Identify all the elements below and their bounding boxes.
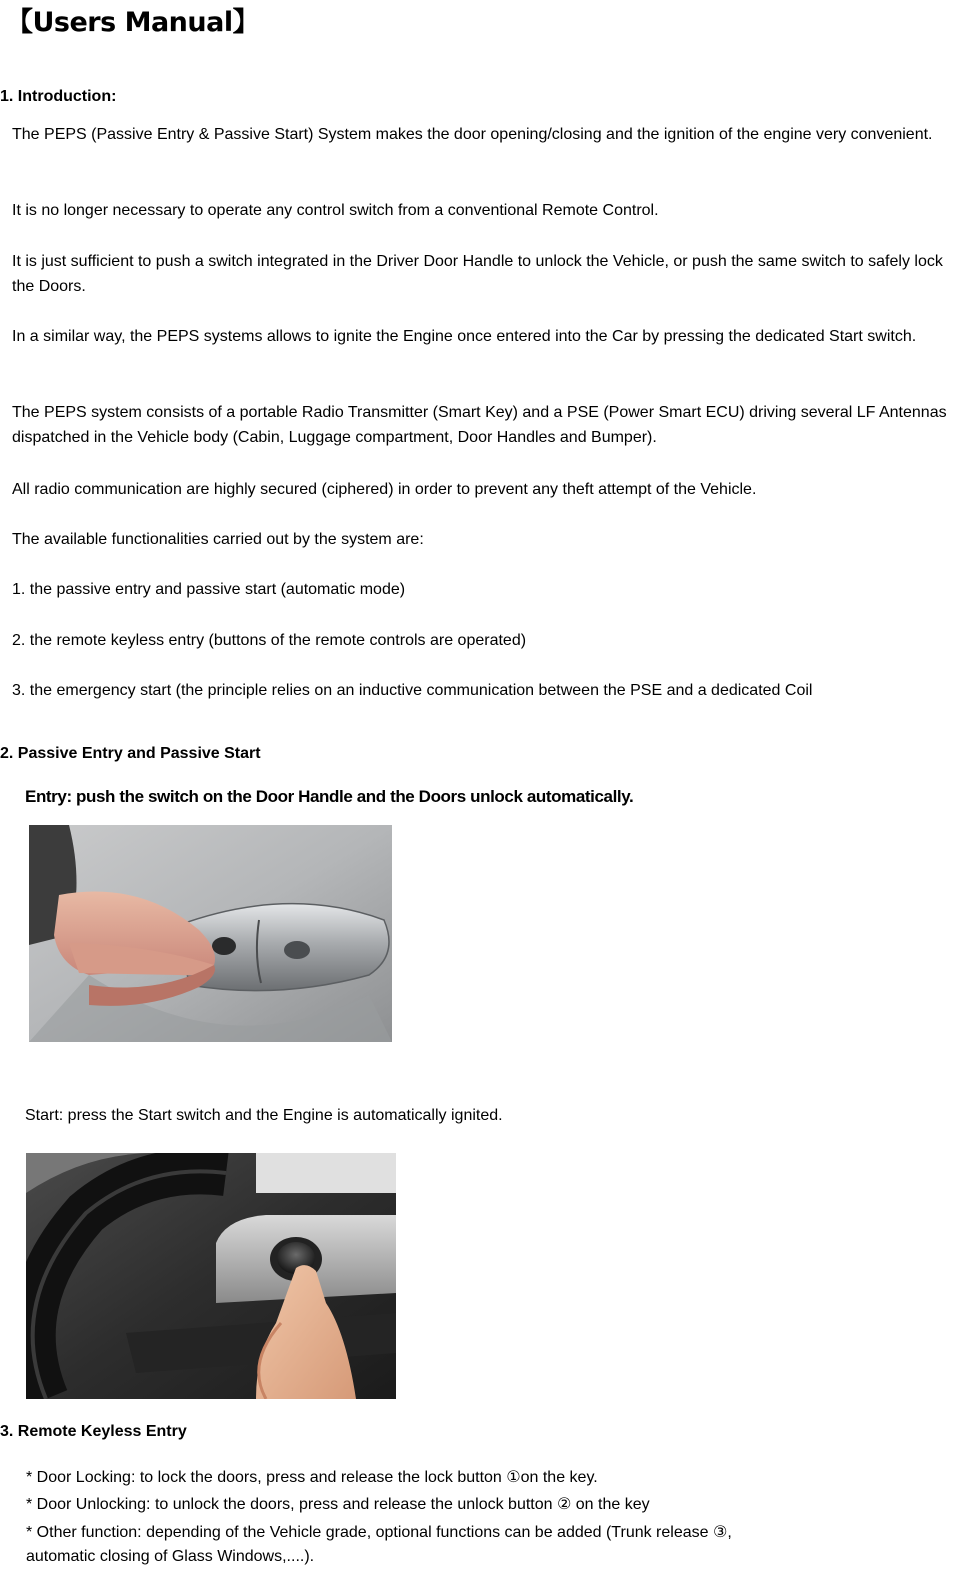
door-locking-line: * Door Locking: to lock the doors, press and release the lock button ①on the key. (26, 1469, 598, 1486)
start-instruction: Start: press the Start switch and the Engine is automatically ignited. (25, 1107, 503, 1124)
other-function-line: * Other function: depending of the Vehicle grade, optional functions can be added (Trunk release ③, (26, 1524, 732, 1541)
functionality-item-2: 2. the remote keyless entry (buttons of the remote controls are operated) (12, 632, 527, 649)
section-heading-introduction: 1. Introduction: (0, 88, 117, 105)
intro-paragraph-2: It is no longer necessary to operate any control switch from a conventional Remote Control. (12, 202, 659, 219)
other-function-line-continued: automatic closing of Glass Windows,....). (26, 1548, 315, 1565)
section-heading-passive-entry: 2. Passive Entry and Passive Start (0, 745, 261, 762)
section-heading-remote-keyless: 3. Remote Keyless Entry (0, 1423, 187, 1440)
door-handle-photo (29, 825, 392, 1042)
page-title: 【Users Manual】 (6, 7, 260, 38)
intro-paragraph-3: It is just sufficient to push a switch integrated in the Driver Door Handle to unlock the Vehicle, or push the same switch to safely lock the Doors. (12, 253, 943, 295)
intro-paragraph-7: The available functionalities carried out by the system are: (12, 531, 424, 548)
intro-paragraph-5: The PEPS system consists of a portable Radio Transmitter (Smart Key) and a PSE (Power Smart ECU) driving several LF Antennas dispatched in the Vehicle body (Cabin, Luggage compartment, Door Handles and Bumper). (12, 404, 947, 446)
intro-paragraph-4: In a similar way, the PEPS systems allows to ignite the Engine once entered into the Car by pressing the dedicated Start switch. (12, 328, 917, 345)
intro-paragraph-1: The PEPS (Passive Entry & Passive Start) System makes the door opening/closing and the ignition of the engine very convenient. (12, 126, 933, 143)
intro-paragraph-6: All radio communication are highly secured (ciphered) in order to prevent any theft attempt of the Vehicle. (12, 481, 757, 498)
entry-instruction: Entry: push the switch on the Door Handle and the Doors unlock automatically. (25, 787, 634, 806)
door-unlocking-line: * Door Unlocking: to unlock the doors, press and release the unlock button ② on the key (26, 1496, 650, 1513)
start-button-photo (26, 1153, 396, 1399)
functionality-item-1: 1. the passive entry and passive start (automatic mode) (12, 581, 406, 598)
functionality-item-3: 3. the emergency start (the principle relies on an inductive communication between the PSE and a dedicated Coil (12, 682, 813, 699)
